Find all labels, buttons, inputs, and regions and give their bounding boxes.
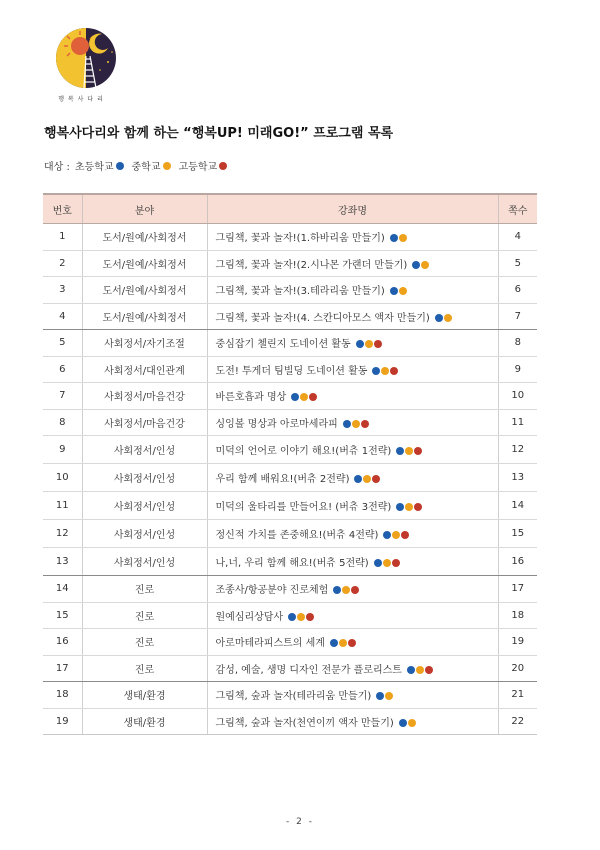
- table-header-row: [43, 194, 537, 224]
- table-row: [43, 409, 537, 436]
- row-title-cell: [207, 356, 498, 383]
- row-page: 4: [498, 224, 537, 251]
- orange-dot-icon: [405, 447, 413, 455]
- row-page: 6: [498, 277, 537, 304]
- orange-dot-icon: [392, 531, 400, 539]
- row-title: 바른호흡과 명상: [215, 392, 287, 404]
- row-title: 감성, 예술, 생명 디자인 전문가 플로리스트: [215, 664, 402, 676]
- row-field: 사회정서/대인관계: [82, 356, 207, 383]
- table-row: [43, 708, 537, 735]
- orange-dot-icon: [339, 639, 347, 647]
- row-title-cell: [207, 629, 498, 656]
- row-number: 13: [43, 548, 82, 576]
- row-number: 19: [43, 708, 82, 735]
- blue-dot-icon: [372, 367, 380, 375]
- orange-dot-icon: [405, 503, 413, 511]
- row-title: 조종사/항공분야 진로체험: [215, 585, 329, 597]
- row-number: 2: [43, 250, 82, 277]
- row-title-cell: [207, 576, 498, 603]
- blue-dot-icon: [333, 586, 341, 594]
- row-number: 11: [43, 492, 82, 520]
- row-field: 사회정서/인성: [82, 548, 207, 576]
- row-number: 7: [43, 383, 82, 410]
- table-row: [43, 655, 537, 682]
- row-page: 15: [498, 520, 537, 548]
- row-page: 7: [498, 303, 537, 330]
- row-page: 21: [498, 682, 537, 709]
- row-number: 4: [43, 303, 82, 330]
- blue-dot-icon: [354, 475, 362, 483]
- table-row: [43, 224, 537, 251]
- orange-dot-icon: [365, 340, 373, 348]
- red-dot-icon: [374, 340, 382, 348]
- row-field: 도서/원예/사회정서: [82, 224, 207, 251]
- target-label: 대상 :: [44, 162, 70, 173]
- blue-dot-icon: [396, 447, 404, 455]
- row-field: 사회정서/마음건강: [82, 383, 207, 410]
- blue-dot-icon: [356, 340, 364, 348]
- table-row: [43, 436, 537, 464]
- blue-dot-icon: [399, 719, 407, 727]
- blue-dot-icon: [412, 261, 420, 269]
- red-dot-icon: [351, 586, 359, 594]
- orange-dot-icon: [342, 586, 350, 594]
- red-dot-icon: [401, 531, 409, 539]
- orange-dot-icon: [408, 719, 416, 727]
- blue-dot-icon: [343, 420, 351, 428]
- orange-dot-icon: [300, 393, 308, 401]
- row-number: 15: [43, 602, 82, 629]
- orange-dot-icon: [444, 314, 452, 322]
- table-row: [43, 602, 537, 629]
- orange-dot-icon: [399, 234, 407, 242]
- target-dots: [355, 339, 382, 350]
- target-legend: [44, 158, 235, 173]
- row-number: 5: [43, 330, 82, 357]
- red-dot-icon: [414, 503, 422, 511]
- row-field: 진로: [82, 576, 207, 603]
- row-number: 6: [43, 356, 82, 383]
- orange-dot-icon: [421, 261, 429, 269]
- target-dots: [389, 286, 407, 297]
- target-dots: [395, 502, 422, 513]
- row-field: 사회정서/인성: [82, 436, 207, 464]
- red-dot-icon: [219, 162, 227, 170]
- orange-dot-icon: [381, 367, 389, 375]
- row-number: 10: [43, 464, 82, 492]
- row-page: 8: [498, 330, 537, 357]
- target-elementary: 초등학교: [75, 158, 124, 173]
- table-row: [43, 492, 537, 520]
- blue-dot-icon: [116, 162, 124, 170]
- row-field: 진로: [82, 655, 207, 682]
- row-title-cell: [207, 602, 498, 629]
- row-number: 14: [43, 576, 82, 603]
- row-title: 그림책, 숲과 놀자(천연이끼 액자 만들기): [215, 717, 394, 729]
- target-dots: [398, 718, 416, 729]
- red-dot-icon: [425, 666, 433, 674]
- table-row: [43, 330, 537, 357]
- row-title: 싱잉볼 명상과 아로마세라피: [215, 418, 338, 430]
- row-page: 13: [498, 464, 537, 492]
- row-title-cell: [207, 708, 498, 735]
- row-title-cell: [207, 224, 498, 251]
- table-row: [43, 303, 537, 330]
- table-row: [43, 682, 537, 709]
- table-row: [43, 250, 537, 277]
- target-dots: [329, 638, 356, 649]
- target-high: 고등학교: [179, 158, 228, 173]
- blue-dot-icon: [396, 503, 404, 511]
- row-number: 12: [43, 520, 82, 548]
- row-title: 미덕의 언어로 이야기 해요!(버츄 1전략): [215, 446, 392, 457]
- target-middle: 중학교: [132, 158, 171, 173]
- page-title: 행복사다리와 함께 하는 “행복UP! 미래GO!” 프로그램 목록: [44, 126, 394, 141]
- blue-dot-icon: [291, 393, 299, 401]
- table-row: [43, 576, 537, 603]
- row-title: 그림책, 꽃과 놀자!(1.하바리움 만들기): [215, 233, 385, 245]
- table-row: [43, 356, 537, 383]
- row-title: 정신적 가치를 존중해요!(버츄 4전략): [215, 530, 379, 541]
- row-title-cell: [207, 330, 498, 357]
- row-title: 우리 함께 배워요!(버츄 2전략): [215, 474, 350, 485]
- row-title-cell: [207, 409, 498, 436]
- row-field: 도서/원예/사회정서: [82, 250, 207, 277]
- target-dots: [290, 392, 317, 403]
- blue-dot-icon: [435, 314, 443, 322]
- row-number: 16: [43, 629, 82, 656]
- row-title-cell: [207, 436, 498, 464]
- logo-caption: 행 복 사 다 리: [58, 96, 104, 103]
- red-dot-icon: [372, 475, 380, 483]
- row-page: 5: [498, 250, 537, 277]
- blue-dot-icon: [330, 639, 338, 647]
- program-table: [43, 193, 537, 735]
- row-page: 12: [498, 436, 537, 464]
- row-title-cell: [207, 682, 498, 709]
- target-dots: [375, 691, 393, 702]
- row-field: 생태/환경: [82, 708, 207, 735]
- row-page: 14: [498, 492, 537, 520]
- row-field: 사회정서/인성: [82, 492, 207, 520]
- target-dots: [373, 558, 400, 569]
- row-title: 아로마테라피스트의 세계: [215, 638, 325, 650]
- blue-dot-icon: [376, 692, 384, 700]
- row-title: 그림책, 꽃과 놀자!(2.시나몬 가랜더 만들기): [215, 259, 408, 271]
- target-dots: [411, 260, 429, 271]
- red-dot-icon: [392, 559, 400, 567]
- row-title: 도전! 투게더 팀빌딩 도네이션 활동: [215, 365, 368, 377]
- red-dot-icon: [390, 367, 398, 375]
- row-title-cell: [207, 492, 498, 520]
- header-page: 쪽수: [498, 194, 537, 224]
- table-row: [43, 383, 537, 410]
- row-page: 10: [498, 383, 537, 410]
- table-row: [43, 520, 537, 548]
- row-title-cell: [207, 464, 498, 492]
- row-title: 그림책, 꽃과 놀자!(4. 스칸디아모스 액자 만들기): [215, 312, 430, 324]
- row-title: 중심잡기 첼린지 도네이션 활동: [215, 339, 351, 351]
- row-number: 3: [43, 277, 82, 304]
- red-dot-icon: [414, 447, 422, 455]
- row-title-cell: [207, 655, 498, 682]
- row-title-cell: [207, 383, 498, 410]
- table-row: [43, 548, 537, 576]
- red-dot-icon: [306, 613, 314, 621]
- row-page: 11: [498, 409, 537, 436]
- target-dots: [353, 474, 380, 485]
- row-title-cell: [207, 250, 498, 277]
- target-dots: [406, 665, 433, 676]
- blue-dot-icon: [374, 559, 382, 567]
- row-field: 생태/환경: [82, 682, 207, 709]
- blue-dot-icon: [288, 613, 296, 621]
- row-title-cell: [207, 277, 498, 304]
- row-field: 사회정서/자기조절: [82, 330, 207, 357]
- row-field: 사회정서/마음건강: [82, 409, 207, 436]
- row-page: 16: [498, 548, 537, 576]
- table-row: [43, 464, 537, 492]
- target-dots: [342, 419, 369, 430]
- orange-dot-icon: [385, 692, 393, 700]
- table-row: [43, 277, 537, 304]
- blue-dot-icon: [407, 666, 415, 674]
- orange-dot-icon: [399, 287, 407, 295]
- orange-dot-icon: [383, 559, 391, 567]
- row-number: 1: [43, 224, 82, 251]
- ladder-sun-logo-icon: [50, 22, 130, 97]
- blue-dot-icon: [390, 287, 398, 295]
- table-row: [43, 629, 537, 656]
- target-dots: [371, 366, 398, 377]
- orange-dot-icon: [416, 666, 424, 674]
- row-field: 진로: [82, 629, 207, 656]
- row-title-cell: [207, 548, 498, 576]
- red-dot-icon: [361, 420, 369, 428]
- row-number: 8: [43, 409, 82, 436]
- orange-dot-icon: [297, 613, 305, 621]
- header-field: 분야: [82, 194, 207, 224]
- row-title: 그림책, 꽃과 놀자!(3.테라리움 만들기): [215, 286, 385, 298]
- row-field: 도서/원예/사회정서: [82, 303, 207, 330]
- row-number: 17: [43, 655, 82, 682]
- row-field: 사회정서/인성: [82, 464, 207, 492]
- target-dots: [434, 313, 452, 324]
- row-title: 그림책, 숲과 놀자(테라리움 만들기): [215, 691, 372, 703]
- row-field: 도서/원예/사회정서: [82, 277, 207, 304]
- blue-dot-icon: [390, 234, 398, 242]
- row-page: 19: [498, 629, 537, 656]
- target-dots: [287, 612, 314, 623]
- target-dots: [389, 233, 407, 244]
- orange-dot-icon: [352, 420, 360, 428]
- row-field: 진로: [82, 602, 207, 629]
- red-dot-icon: [348, 639, 356, 647]
- red-dot-icon: [309, 393, 317, 401]
- row-page: 17: [498, 576, 537, 603]
- header-no: 번호: [43, 194, 82, 224]
- target-dots: [382, 530, 409, 541]
- row-title: 원예심리상담사: [215, 611, 284, 623]
- orange-dot-icon: [163, 162, 171, 170]
- row-page: 20: [498, 655, 537, 682]
- row-title: 나,너, 우리 함께 해요!(버츄 5전략): [215, 558, 369, 569]
- row-title: 미덕의 울타리를 만들어요! (버츄 3전략): [215, 502, 392, 513]
- row-page: 9: [498, 356, 537, 383]
- target-dots: [332, 585, 359, 596]
- page-number: - 2 -: [286, 817, 314, 827]
- row-title-cell: [207, 303, 498, 330]
- row-page: 22: [498, 708, 537, 735]
- blue-dot-icon: [383, 531, 391, 539]
- target-dots: [395, 446, 422, 457]
- row-title-cell: [207, 520, 498, 548]
- row-page: 18: [498, 602, 537, 629]
- header-title: 강좌명: [207, 194, 498, 224]
- row-field: 사회정서/인성: [82, 520, 207, 548]
- row-number: 9: [43, 436, 82, 464]
- orange-dot-icon: [363, 475, 371, 483]
- row-number: 18: [43, 682, 82, 709]
